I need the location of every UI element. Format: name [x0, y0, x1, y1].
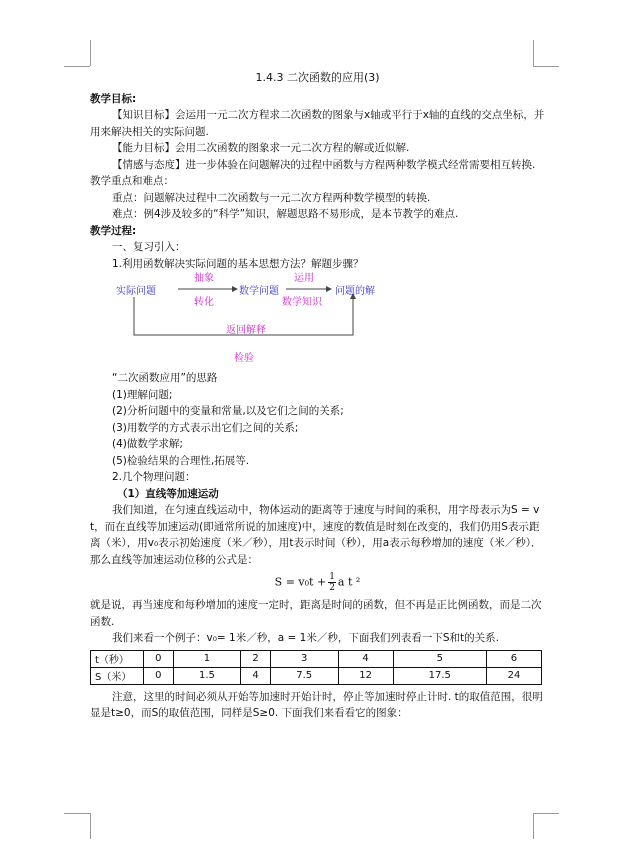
crop-mark-top-right-h	[533, 66, 559, 67]
fraction-numerator: 1	[329, 572, 335, 582]
step-3: (3)用数学的方式表示出它们之间的关系;	[112, 421, 299, 434]
note-paragraph: 注意，这里的时间必须从开始等加速时开始计时，停止等加速时停止计时. t的取值范围，很明显是t≥0，而S的取值范围，同样是S≥0. 下面我们来看看它的图象：	[90, 690, 543, 719]
document-page	[90, 70, 545, 722]
displacement-formula	[90, 572, 545, 593]
table-header-t: t（秒）	[91, 650, 144, 667]
table-cell-s: 24	[486, 667, 541, 684]
step-4: (4)做数学求解;	[112, 438, 183, 450]
motion-heading: （1）直线等加速运动	[117, 487, 219, 500]
goal-emotion: 【情感与态度】进一步体验在问题解决的过程中函数与方程两种数学模式经常需要相互转换.	[112, 158, 536, 171]
s-t-table	[90, 650, 542, 685]
table-cell-s: 0	[144, 667, 174, 684]
formula-left: S = v₀t +	[274, 575, 327, 589]
flow-label-apply: 运用	[294, 273, 314, 284]
crop-mark-bottom-right-h	[533, 813, 559, 814]
crop-mark-bottom-right-v	[533, 813, 534, 839]
step-2: (2)分析问题中的变量和常量,以及它们之间的关系;	[112, 405, 344, 417]
crop-mark-top-left-h	[64, 66, 90, 67]
crop-mark-top-right-v	[533, 40, 534, 66]
process-heading: 教学过程:	[90, 224, 137, 237]
key-point: 重点：问题解决过程中二次函数与一元二次方程两种数学模型的转换.	[112, 191, 431, 204]
flow-node-real-problem: 实际问题	[116, 286, 156, 297]
crop-mark-bottom-left-v	[90, 813, 91, 839]
idea-title: “二次函数应用”的思路	[112, 372, 218, 384]
flow-label-transform: 转化	[194, 297, 214, 308]
step-1: (1)理解问题;	[112, 388, 173, 401]
table-cell-t: 3	[270, 650, 338, 667]
crop-mark-bottom-left-h	[64, 813, 90, 814]
table-cell-t: 5	[393, 650, 486, 667]
crop-mark-top-left-v	[90, 40, 91, 66]
table-cell-t: 4	[338, 650, 393, 667]
table-cell-t: 6	[486, 650, 541, 667]
example-intro: 我们来看一个例子：v₀= 1米／秒，a = 1米／秒，下面我们列表看一下S和t的关系.	[112, 632, 499, 644]
formula-right: a t ²	[337, 575, 361, 589]
goal-knowledge: 【知识目标】会运用一元二次方程求二次函数的图象与x轴或平行于x轴的直线的交点坐标，并用来解决相关的实际问题.	[90, 109, 545, 138]
document-title: 1.4.3 二次函数的应用(3)	[255, 71, 380, 84]
flow-label-check: 检验	[234, 353, 254, 364]
table-cell-s: 1.5	[173, 667, 241, 684]
goal-ability: 【能力目标】会用二次函数的图象求一元二次方程的解或近似解.	[112, 142, 410, 154]
question-2: 2.几个物理问题：	[112, 471, 196, 483]
key-heading: 教学重点和难点：	[90, 175, 174, 187]
table-row-s	[91, 667, 542, 684]
flow-node-solution: 问题的解	[335, 286, 375, 297]
table-header-s: S（米）	[91, 667, 144, 684]
fraction-denominator: 2	[329, 583, 335, 593]
table-cell-t: 2	[241, 650, 271, 667]
flow-label-math-knowledge: 数学知识	[282, 297, 322, 308]
table-cell-s: 7.5	[270, 667, 338, 684]
flow-label-abstract: 抽象	[194, 273, 214, 284]
table-row-t	[91, 650, 542, 667]
formula-fraction	[328, 572, 336, 593]
motion-paragraph: 我们知道，在匀速直线运动中，物体运动的距离等于速度与时间的乘积，用字母表示为S = v t，而在直线等加速运动(即通常所说的加速度)中，速度的数值是时刻在改变的，我们仍用S表示距离（米），用v₀表示初始速度（米／秒），用t表示时间（秒），用a表示每秒增加的速度（米／秒）．那么直线等加速运动位移的公式是：	[90, 504, 542, 566]
after-formula-text: 就是说，再当速度和每秒增加的速度一定时，距离是时间的函数，但不再是正比例函数，而是二次函数.	[90, 599, 542, 628]
step-5: (5)检验结果的合理性,拓展等.	[112, 454, 250, 467]
table-cell-s: 17.5	[393, 667, 486, 684]
goals-heading: 教学目标:	[90, 92, 137, 105]
question-1: 1.利用函数解决实际问题的基本思想方法？解题步骤？	[112, 257, 364, 270]
flow-diagram	[116, 275, 396, 367]
flow-node-math-problem: 数学问题	[239, 286, 279, 297]
table-cell-t: 0	[144, 650, 174, 667]
difficulty: 难点：例4涉及较多的“科学”知识，解题思路不易形成，是本节教学的难点.	[112, 208, 459, 220]
flow-label-return: 返回解释	[226, 325, 266, 336]
review-heading: 一、复习引入：	[112, 241, 186, 253]
table-cell-t: 1	[173, 650, 241, 667]
table-cell-s: 12	[338, 667, 393, 684]
table-cell-s: 4	[241, 667, 271, 684]
